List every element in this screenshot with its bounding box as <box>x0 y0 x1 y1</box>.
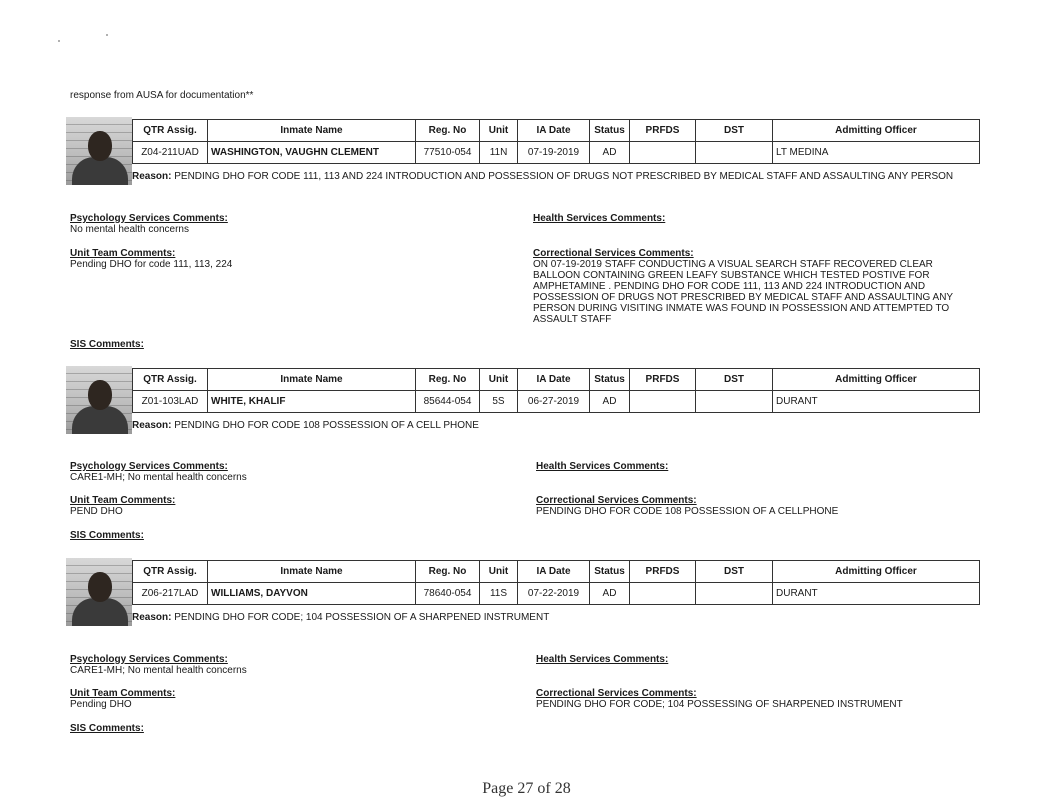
correctional-line: BALLOON CONTAINING GREEN LEAFY SUBSTANCE WHICH TESTED POSTIVE FOR <box>533 270 930 281</box>
col-prfds: PRFDS <box>630 561 696 583</box>
reason-line <box>132 171 953 182</box>
unit-team-text: Pending DHO <box>70 699 132 710</box>
reason-text: PENDING DHO FOR CODE; 104 POSSESSION OF A SHARPENED INSTRUMENT <box>174 612 550 623</box>
inmate-record <box>66 558 984 630</box>
ia-date: 07-19-2019 <box>518 142 590 164</box>
unit: 11S <box>480 583 518 605</box>
col-unit: Unit <box>480 120 518 142</box>
inmate-name: WHITE, KHALIF <box>208 391 416 413</box>
inmate-table <box>132 560 980 605</box>
inmate-name: WASHINGTON, VAUGHN CLEMENT <box>208 142 416 164</box>
prfds <box>630 583 696 605</box>
col-status: Status <box>590 561 630 583</box>
status: AD <box>590 391 630 413</box>
ia-date: 06-27-2019 <box>518 391 590 413</box>
unit-team-comments <box>70 248 232 270</box>
sis-heading: SIS Comments: <box>70 339 144 350</box>
health-comments <box>536 461 668 472</box>
admitting-officer: DURANT <box>773 583 980 605</box>
page-number: Page 27 of 28 <box>482 780 571 797</box>
correctional-heading: Correctional Services Comments: <box>536 495 697 506</box>
reason-text: PENDING DHO FOR CODE 111, 113 AND 224 INTRODUCTION AND POSSESSION OF DRUGS NOT PRESCRIBED BY MEDICAL STAFF AND ASSAULTING ANY PERSON <box>174 171 954 182</box>
scan-speck <box>58 40 60 42</box>
qtr-assig: Z04-211UAD <box>133 142 208 164</box>
col-inmate-name: Inmate Name <box>208 120 416 142</box>
col-reg-no: Reg. No <box>416 561 480 583</box>
inmate-photo <box>66 558 132 626</box>
header-note: response from AUSA for documentation** <box>70 90 254 101</box>
status: AD <box>590 142 630 164</box>
col-reg-no: Reg. No <box>416 369 480 391</box>
inmate-table <box>132 119 980 164</box>
reg-no: 77510-054 <box>416 142 480 164</box>
col-inmate-name: Inmate Name <box>208 561 416 583</box>
psychology-comments <box>70 461 247 483</box>
inmate-record <box>66 366 984 438</box>
reason-label: Reason: <box>132 420 172 431</box>
inmate-name: WILLIAMS, DAYVON <box>208 583 416 605</box>
admitting-officer: DURANT <box>773 391 980 413</box>
health-comments <box>536 654 668 665</box>
reason-line <box>132 420 479 431</box>
col-status: Status <box>590 120 630 142</box>
scan-speck <box>106 34 108 36</box>
dst <box>696 391 773 413</box>
unit-team-heading: Unit Team Comments: <box>70 248 176 259</box>
col-reg-no: Reg. No <box>416 120 480 142</box>
col-unit: Unit <box>480 369 518 391</box>
status: AD <box>590 583 630 605</box>
health-heading: Health Services Comments: <box>536 654 669 665</box>
unit-team-comments <box>70 688 175 710</box>
sis-comments <box>70 530 144 541</box>
psychology-text: CARE1-MH; No mental health concerns <box>70 472 247 483</box>
table-header-row <box>133 120 980 142</box>
correctional-comments <box>533 248 973 325</box>
qtr-assig: Z06-217LAD <box>133 583 208 605</box>
sis-heading: SIS Comments: <box>70 723 144 734</box>
health-comments <box>533 213 665 224</box>
correctional-line: AMPHETAMINE . PENDING DHO FOR CODE 111, 113 AND 224 INTRODUCTION AND <box>533 281 926 292</box>
col-status: Status <box>590 369 630 391</box>
correctional-line: PENDING DHO FOR CODE 108 POSSESSION OF A CELLPHONE <box>536 506 839 517</box>
inmate-photo <box>66 366 132 434</box>
col-qtr-assig: QTR Assig. <box>133 369 208 391</box>
correctional-heading: Correctional Services Comments: <box>536 688 697 699</box>
inmate-table <box>132 368 980 413</box>
correctional-comments <box>536 688 903 710</box>
unit-team-text: PEND DHO <box>70 506 123 517</box>
unit-team-heading: Unit Team Comments: <box>70 495 176 506</box>
qtr-assig: Z01-103LAD <box>133 391 208 413</box>
col-qtr-assig: QTR Assig. <box>133 561 208 583</box>
unit-team-heading: Unit Team Comments: <box>70 688 176 699</box>
dst <box>696 142 773 164</box>
psychology-heading: Psychology Services Comments: <box>70 213 228 224</box>
correctional-heading: Correctional Services Comments: <box>533 248 694 259</box>
col-prfds: PRFDS <box>630 120 696 142</box>
col-admitting-officer: Admitting Officer <box>773 120 980 142</box>
inmate-record <box>66 117 984 189</box>
sis-heading: SIS Comments: <box>70 530 144 541</box>
psychology-comments <box>70 654 247 676</box>
col-inmate-name: Inmate Name <box>208 369 416 391</box>
col-prfds: PRFDS <box>630 369 696 391</box>
reason-line <box>132 612 549 623</box>
col-ia-date: IA Date <box>518 369 590 391</box>
col-qtr-assig: QTR Assig. <box>133 120 208 142</box>
admitting-officer: LT MEDINA <box>773 142 980 164</box>
psychology-comments <box>70 213 228 235</box>
psychology-text: No mental health concerns <box>70 224 189 235</box>
reg-no: 85644-054 <box>416 391 480 413</box>
correctional-comments <box>536 495 838 517</box>
col-ia-date: IA Date <box>518 561 590 583</box>
health-heading: Health Services Comments: <box>533 213 666 224</box>
unit-team-text: Pending DHO for code 111, 113, 224 <box>70 259 233 270</box>
col-admitting-officer: Admitting Officer <box>773 561 980 583</box>
col-ia-date: IA Date <box>518 120 590 142</box>
psychology-heading: Psychology Services Comments: <box>70 461 228 472</box>
unit: 11N <box>480 142 518 164</box>
inmate-photo <box>66 117 132 185</box>
psychology-heading: Psychology Services Comments: <box>70 654 228 665</box>
col-admitting-officer: Admitting Officer <box>773 369 980 391</box>
col-dst: DST <box>696 369 773 391</box>
correctional-line: PERSON DURING VISITING INMATE WAS FOUND IN POSSESSION AND ATTEMPTED TO <box>533 303 950 314</box>
col-unit: Unit <box>480 561 518 583</box>
reason-text: PENDING DHO FOR CODE 108 POSSESSION OF A CELL PHONE <box>174 420 479 431</box>
table-row <box>133 142 980 164</box>
reg-no: 78640-054 <box>416 583 480 605</box>
sis-comments <box>70 723 144 734</box>
ia-date: 07-22-2019 <box>518 583 590 605</box>
sis-comments <box>70 339 144 350</box>
table-row <box>133 583 980 605</box>
health-heading: Health Services Comments: <box>536 461 669 472</box>
col-dst: DST <box>696 120 773 142</box>
psychology-text: CARE1-MH; No mental health concerns <box>70 665 247 676</box>
correctional-line: ON 07-19-2019 STAFF CONDUCTING A VISUAL SEARCH STAFF RECOVERED CLEAR <box>533 259 933 270</box>
table-row <box>133 391 980 413</box>
prfds <box>630 142 696 164</box>
reason-label: Reason: <box>132 612 172 623</box>
table-header-row <box>133 561 980 583</box>
unit: 5S <box>480 391 518 413</box>
table-header-row <box>133 369 980 391</box>
col-dst: DST <box>696 561 773 583</box>
correctional-line: POSSESSION OF DRUGS NOT PRESCRIBED BY MEDICAL STAFF AND ASSAULTING ANY <box>533 292 954 303</box>
unit-team-comments <box>70 495 175 517</box>
correctional-line: ASSAULT STAFF <box>533 314 612 325</box>
prfds <box>630 391 696 413</box>
correctional-line: PENDING DHO FOR CODE; 104 POSSESSING OF SHARPENED INSTRUMENT <box>536 699 903 710</box>
dst <box>696 583 773 605</box>
reason-label: Reason: <box>132 171 172 182</box>
